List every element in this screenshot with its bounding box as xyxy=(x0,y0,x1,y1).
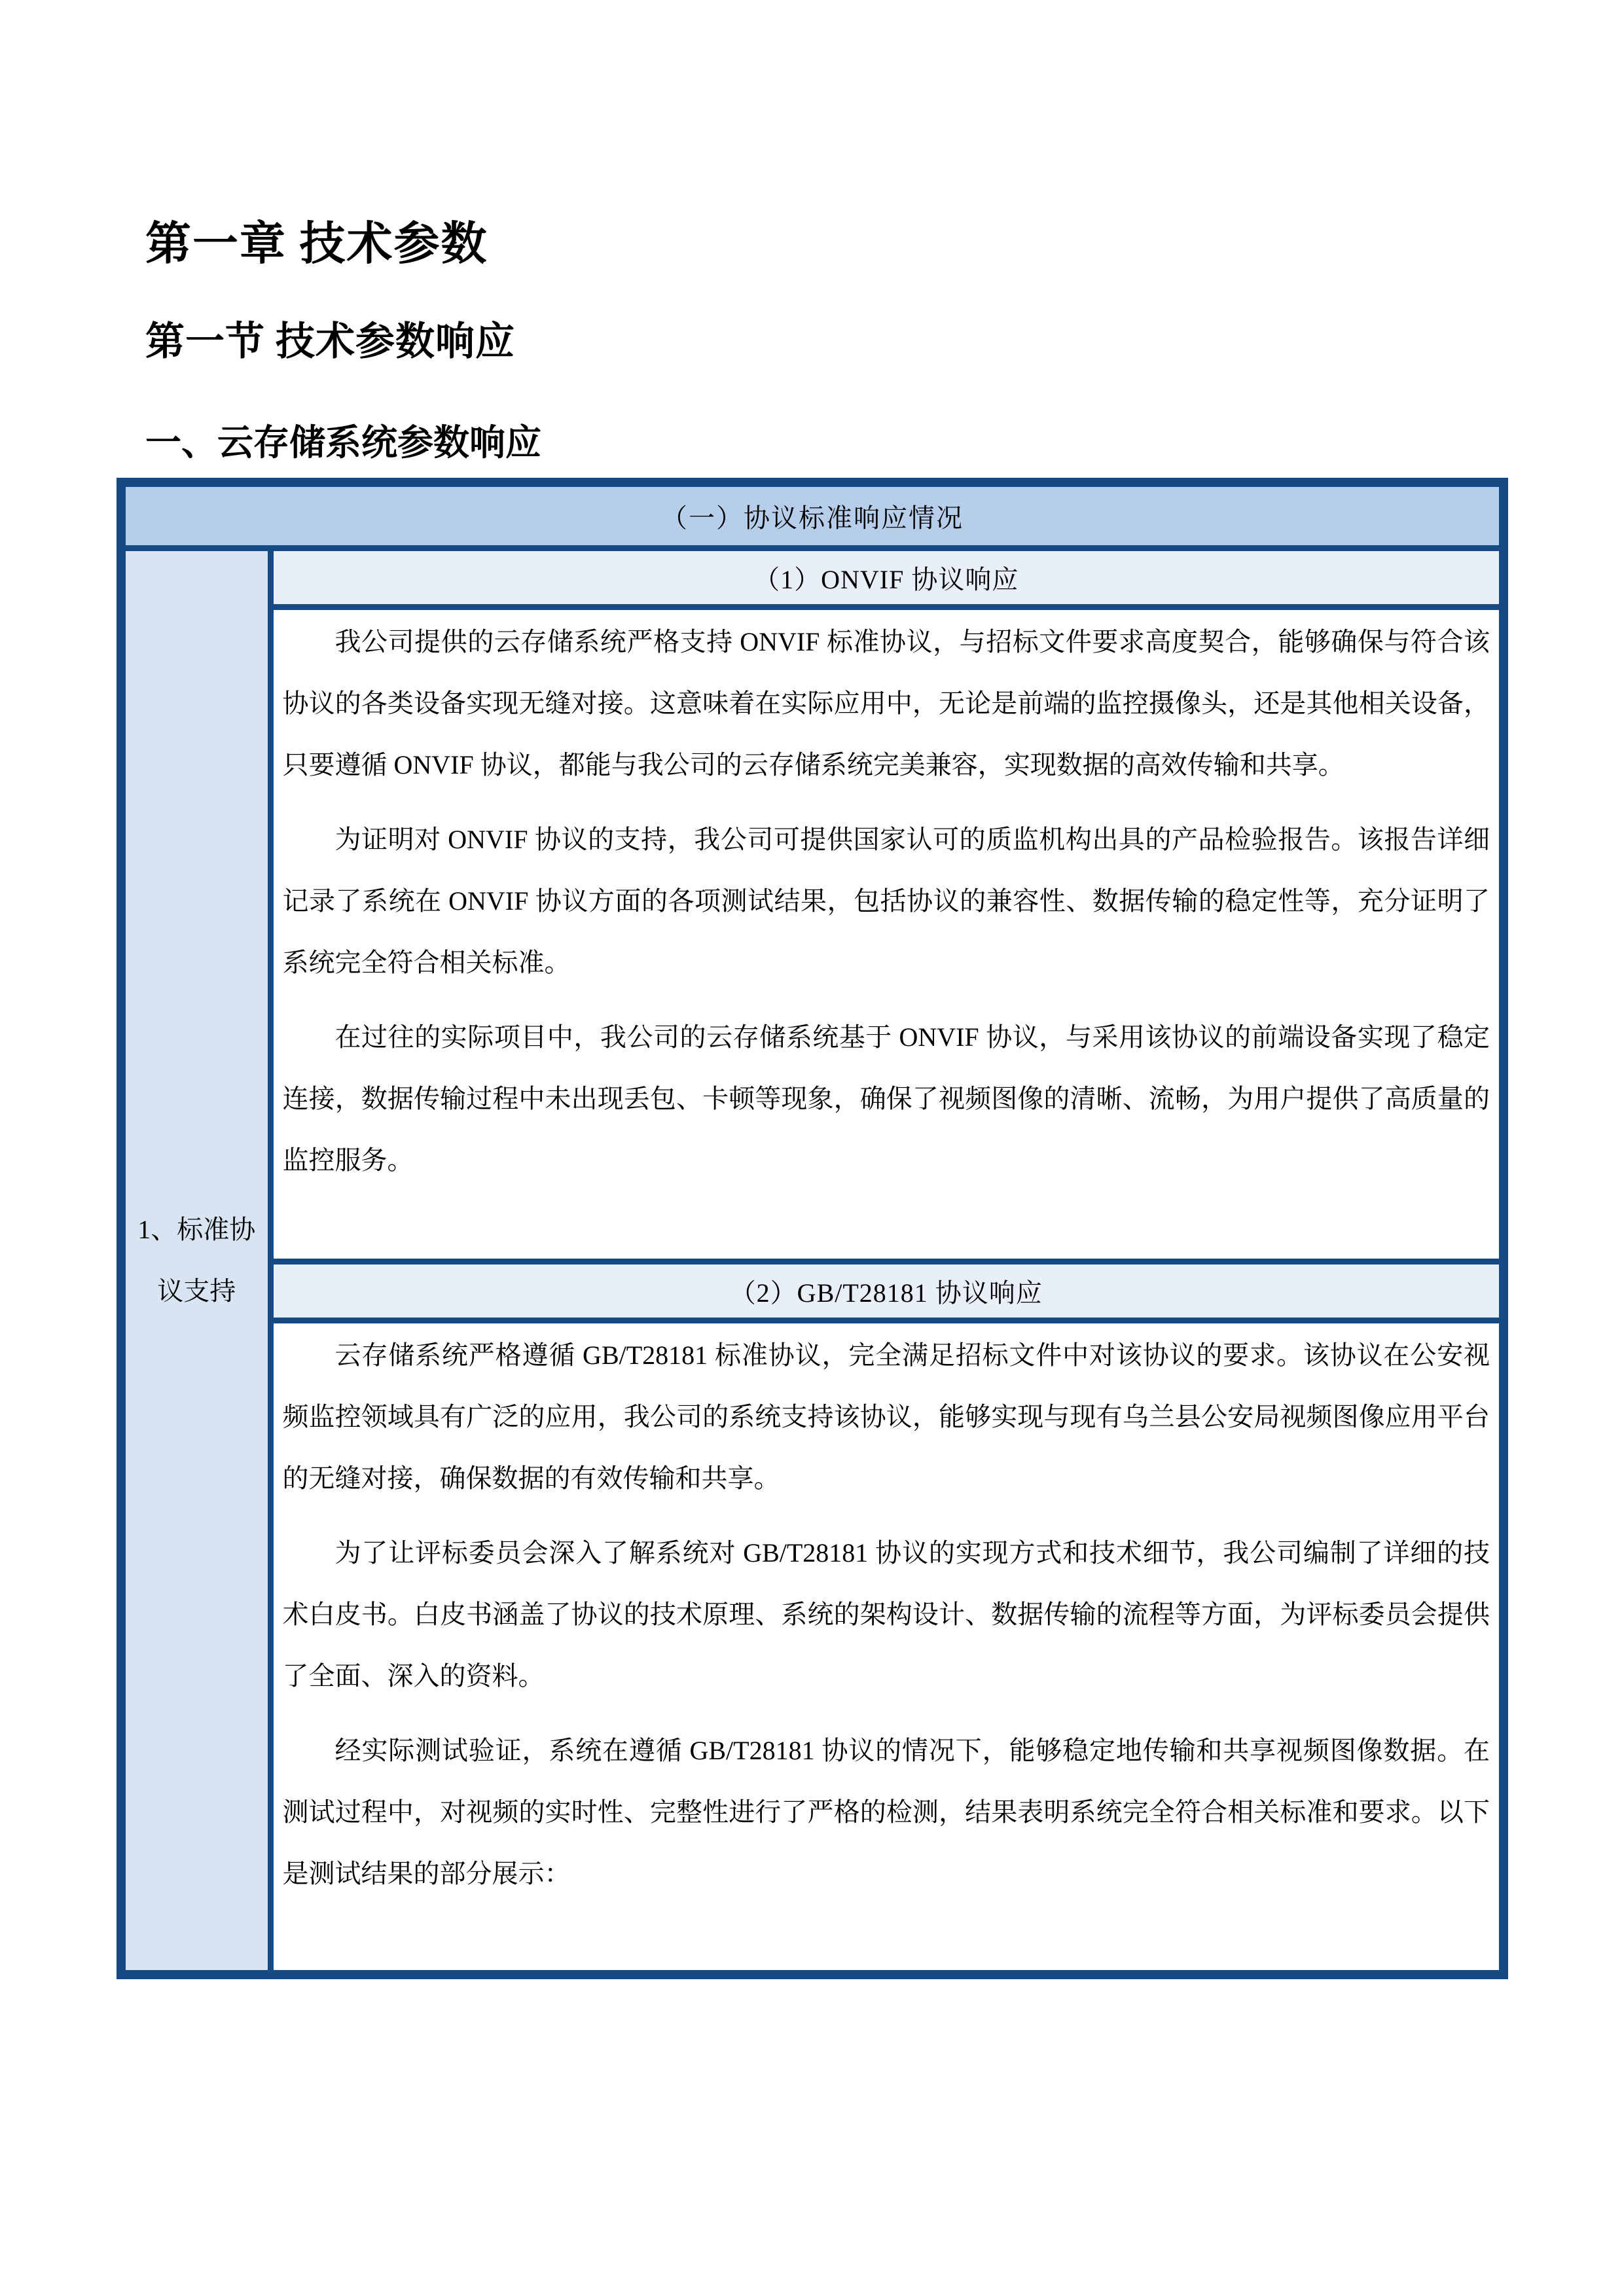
subheader-row-gbt28181 xyxy=(121,1261,1504,1320)
table-header-row xyxy=(121,482,1504,548)
section-title: 第一节 技术参数响应 xyxy=(145,320,515,363)
response-table-container xyxy=(117,478,1508,1979)
response-table xyxy=(117,478,1508,1979)
row-label-cell: 1、标准协议支持 xyxy=(121,548,270,1975)
subsection-title: 一、云存储系统参数响应 xyxy=(145,423,542,463)
content-cell-onvif xyxy=(270,607,1504,1261)
content-row-onvif xyxy=(121,607,1504,1261)
content-row-gbt28181 xyxy=(121,1320,1504,1975)
subheader-cell-onvif: （1）ONVIF 协议响应 xyxy=(270,548,1504,607)
paragraph: 经实际测试验证，系统在遵循 GB/T28181 协议的情况下，能够稳定地传输和共享视频图像数据。在测试过程中，对视频的实时性、完整性进行了严格的检测，结果表明系统完全符合相关标准和要求。以下是测试结果的部分展示： xyxy=(282,1735,1490,1888)
paragraph: 云存储系统严格遵循 GB/T28181 标准协议，完全满足招标文件中对该协议的要求。该协议在公安视频监控领域具有广泛的应用，我公司的系统支持该协议，能够实现与现有乌兰县公安局视频图像应用平台的无缝对接，确保数据的有效传输和共享。 xyxy=(282,1340,1490,1493)
content-cell-gbt28181 xyxy=(270,1320,1504,1975)
paragraph: 在过往的实际项目中，我公司的云存储系统基于 ONVIF 协议，与采用该协议的前端设备实现了稳定连接，数据传输过程中未出现丢包、卡顿等现象，确保了视频图像的清晰、流畅，为用户提供了高质量的监控服务。 xyxy=(282,1022,1490,1175)
subheader-cell-gbt28181: （2）GB/T28181 协议响应 xyxy=(270,1261,1504,1320)
paragraph: 为证明对 ONVIF 协议的支持，我公司可提供国家认可的质监机构出具的产品检验报告。该报告详细记录了系统在 ONVIF 协议方面的各项测试结果，包括协议的兼容性、数据传输的稳定性等，充分证明了系统完全符合相关标准。 xyxy=(282,824,1490,977)
chapter-title: 第一章 技术参数 xyxy=(145,219,488,270)
subheader-row-onvif xyxy=(121,548,1504,607)
paragraph: 我公司提供的云存储系统严格支持 ONVIF 标准协议，与招标文件要求高度契合，能够确保与符合该协议的各类设备实现无缝对接。这意味着在实际应用中，无论是前端的监控摄像头，还是其他相关设备，只要遵循 ONVIF 协议，都能与我公司的云存储系统完美兼容，实现数据的高效传输和共享。 xyxy=(282,626,1490,780)
paragraph: 为了让评标委员会深入了解系统对 GB/T28181 协议的实现方式和技术细节，我公司编制了详细的技术白皮书。白皮书涵盖了协议的技术原理、系统的架构设计、数据传输的流程等方面，为评标委员会提供了全面、深入的资料。 xyxy=(282,1537,1490,1691)
table-header-cell: （一）协议标准响应情况 xyxy=(121,482,1504,548)
